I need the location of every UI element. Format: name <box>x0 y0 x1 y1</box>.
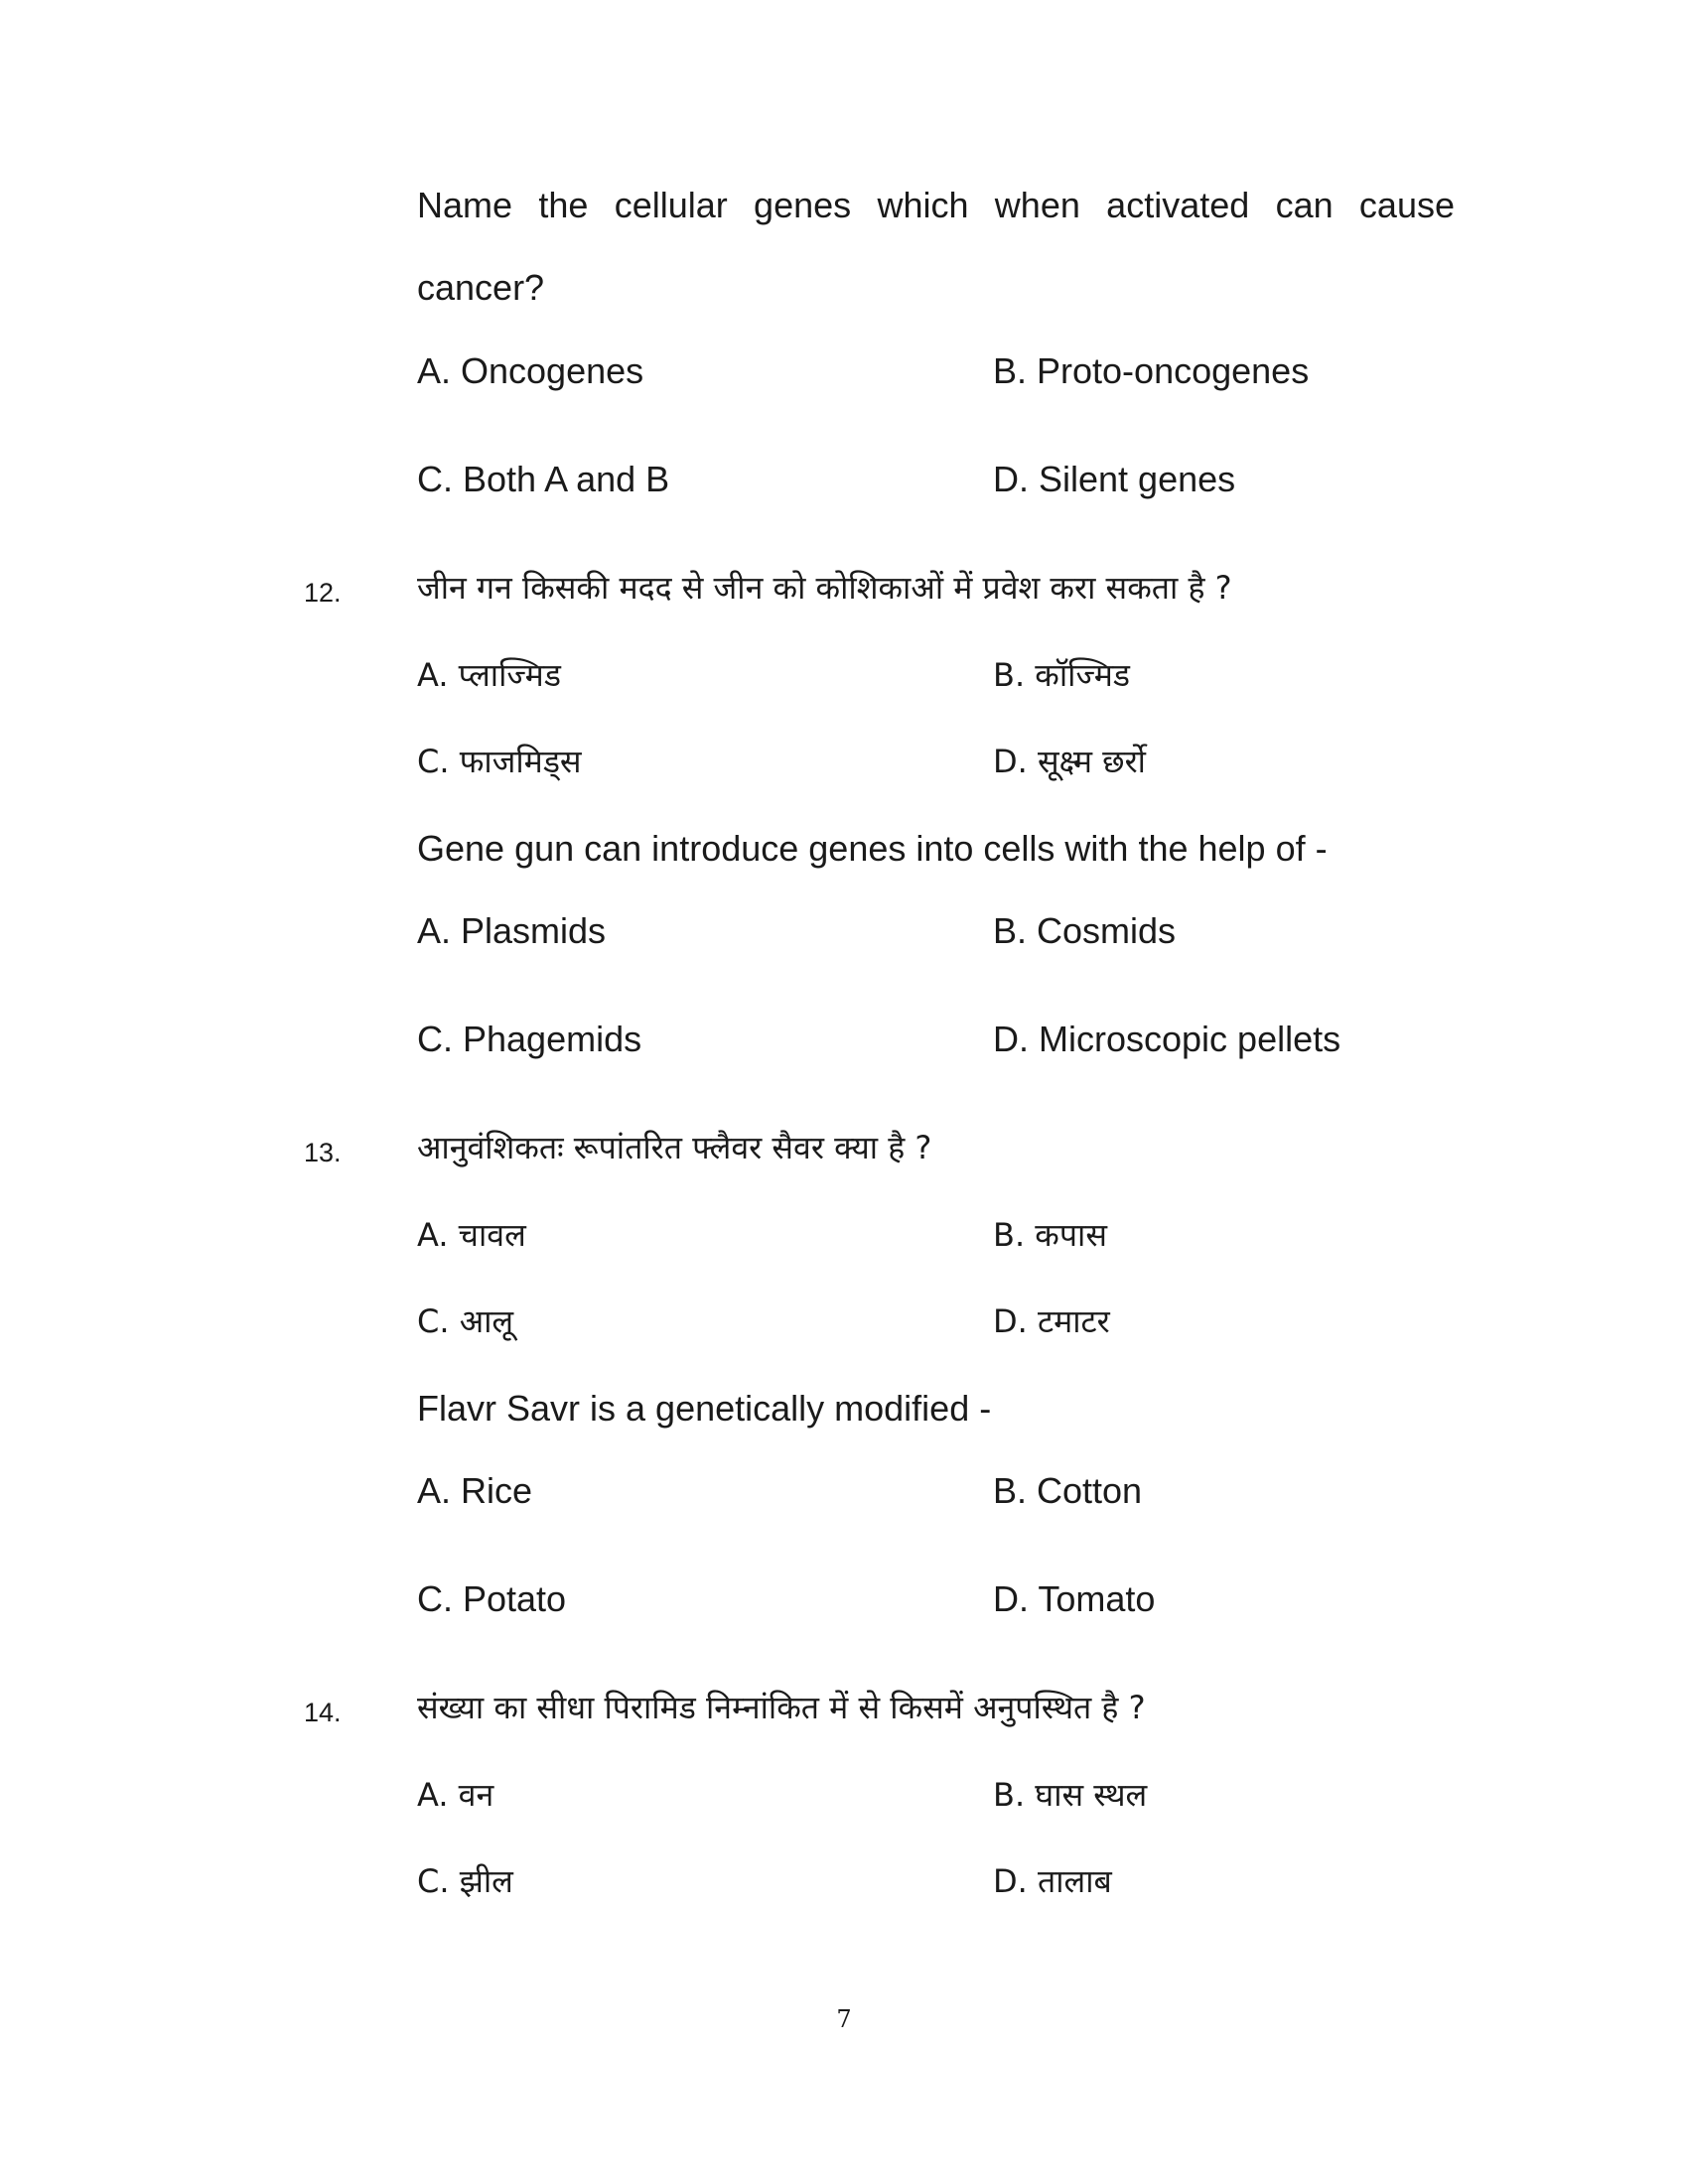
q12-option-d: D. Microscopic pellets <box>993 1019 1341 1059</box>
q13-hindi-option-c: C. आलू <box>417 1302 514 1340</box>
q14-hindi-option-c: C. झील <box>417 1862 513 1900</box>
q14-hindi-option-d: D. तालाब <box>993 1862 1112 1900</box>
q12-option-b: B. Cosmids <box>993 910 1177 951</box>
q13-hindi-stem: आनुवंशिकतः रूपांतरित फ्लैवर सैवर क्या है ? <box>417 1129 932 1166</box>
q12-option-a: A. Plasmids <box>417 910 607 951</box>
q13-option-b: B. Cotton <box>993 1470 1143 1511</box>
q13-option-c: C. Potato <box>417 1578 567 1619</box>
q13-number: 13. <box>304 1138 342 1167</box>
q12-hindi-option-b: B. कॉज्मिड <box>993 656 1131 694</box>
q13-hindi-option-b: B. कपास <box>993 1216 1107 1254</box>
q13-hindi-option-d: D. टमाटर <box>993 1302 1110 1340</box>
q13-english-stem: Flavr Savr is a genetically modified - <box>417 1388 992 1429</box>
q11-stem-line1: Name the cellular genes which when activated can cause <box>417 185 1455 225</box>
q13-option-a: A. Rice <box>417 1470 533 1511</box>
q12-number: 12. <box>304 578 342 608</box>
q11-option-d: D. Silent genes <box>993 459 1236 499</box>
q14-hindi-option-a: A. वन <box>417 1776 494 1814</box>
q11-option-c: C. Both A and B <box>417 459 670 499</box>
q12-hindi-option-d: D. सूक्ष्म छर्रो <box>993 743 1146 780</box>
q14-number: 14. <box>304 1698 342 1727</box>
q11-stem-line2: cancer? <box>417 267 545 308</box>
q13-option-d: D. Tomato <box>993 1578 1156 1619</box>
q12-hindi-option-a: A. प्लाज्मिड <box>417 656 561 694</box>
q11-option-a: A. Oncogenes <box>417 350 644 391</box>
q11-option-b: B. Proto-oncogenes <box>993 350 1310 391</box>
q12-hindi-option-c: C. फाजमिड्स <box>417 743 582 780</box>
q13-hindi-option-a: A. चावल <box>417 1216 526 1254</box>
q14-hindi-stem: संख्या का सीधा पिरामिड निम्नांकित में से किसमें अनुपस्थित है ? <box>417 1689 1146 1726</box>
q14-hindi-option-b: B. घास स्थल <box>993 1776 1148 1814</box>
page-number: 7 <box>836 2005 852 2033</box>
q12-hindi-stem: जीन गन किसकी मदद से जीन को कोशिकाओं में प्रवेश करा सकता है ? <box>417 569 1232 607</box>
q12-option-c: C. Phagemids <box>417 1019 642 1059</box>
q12-english-stem: Gene gun can introduce genes into cells with the help of - <box>417 828 1328 869</box>
